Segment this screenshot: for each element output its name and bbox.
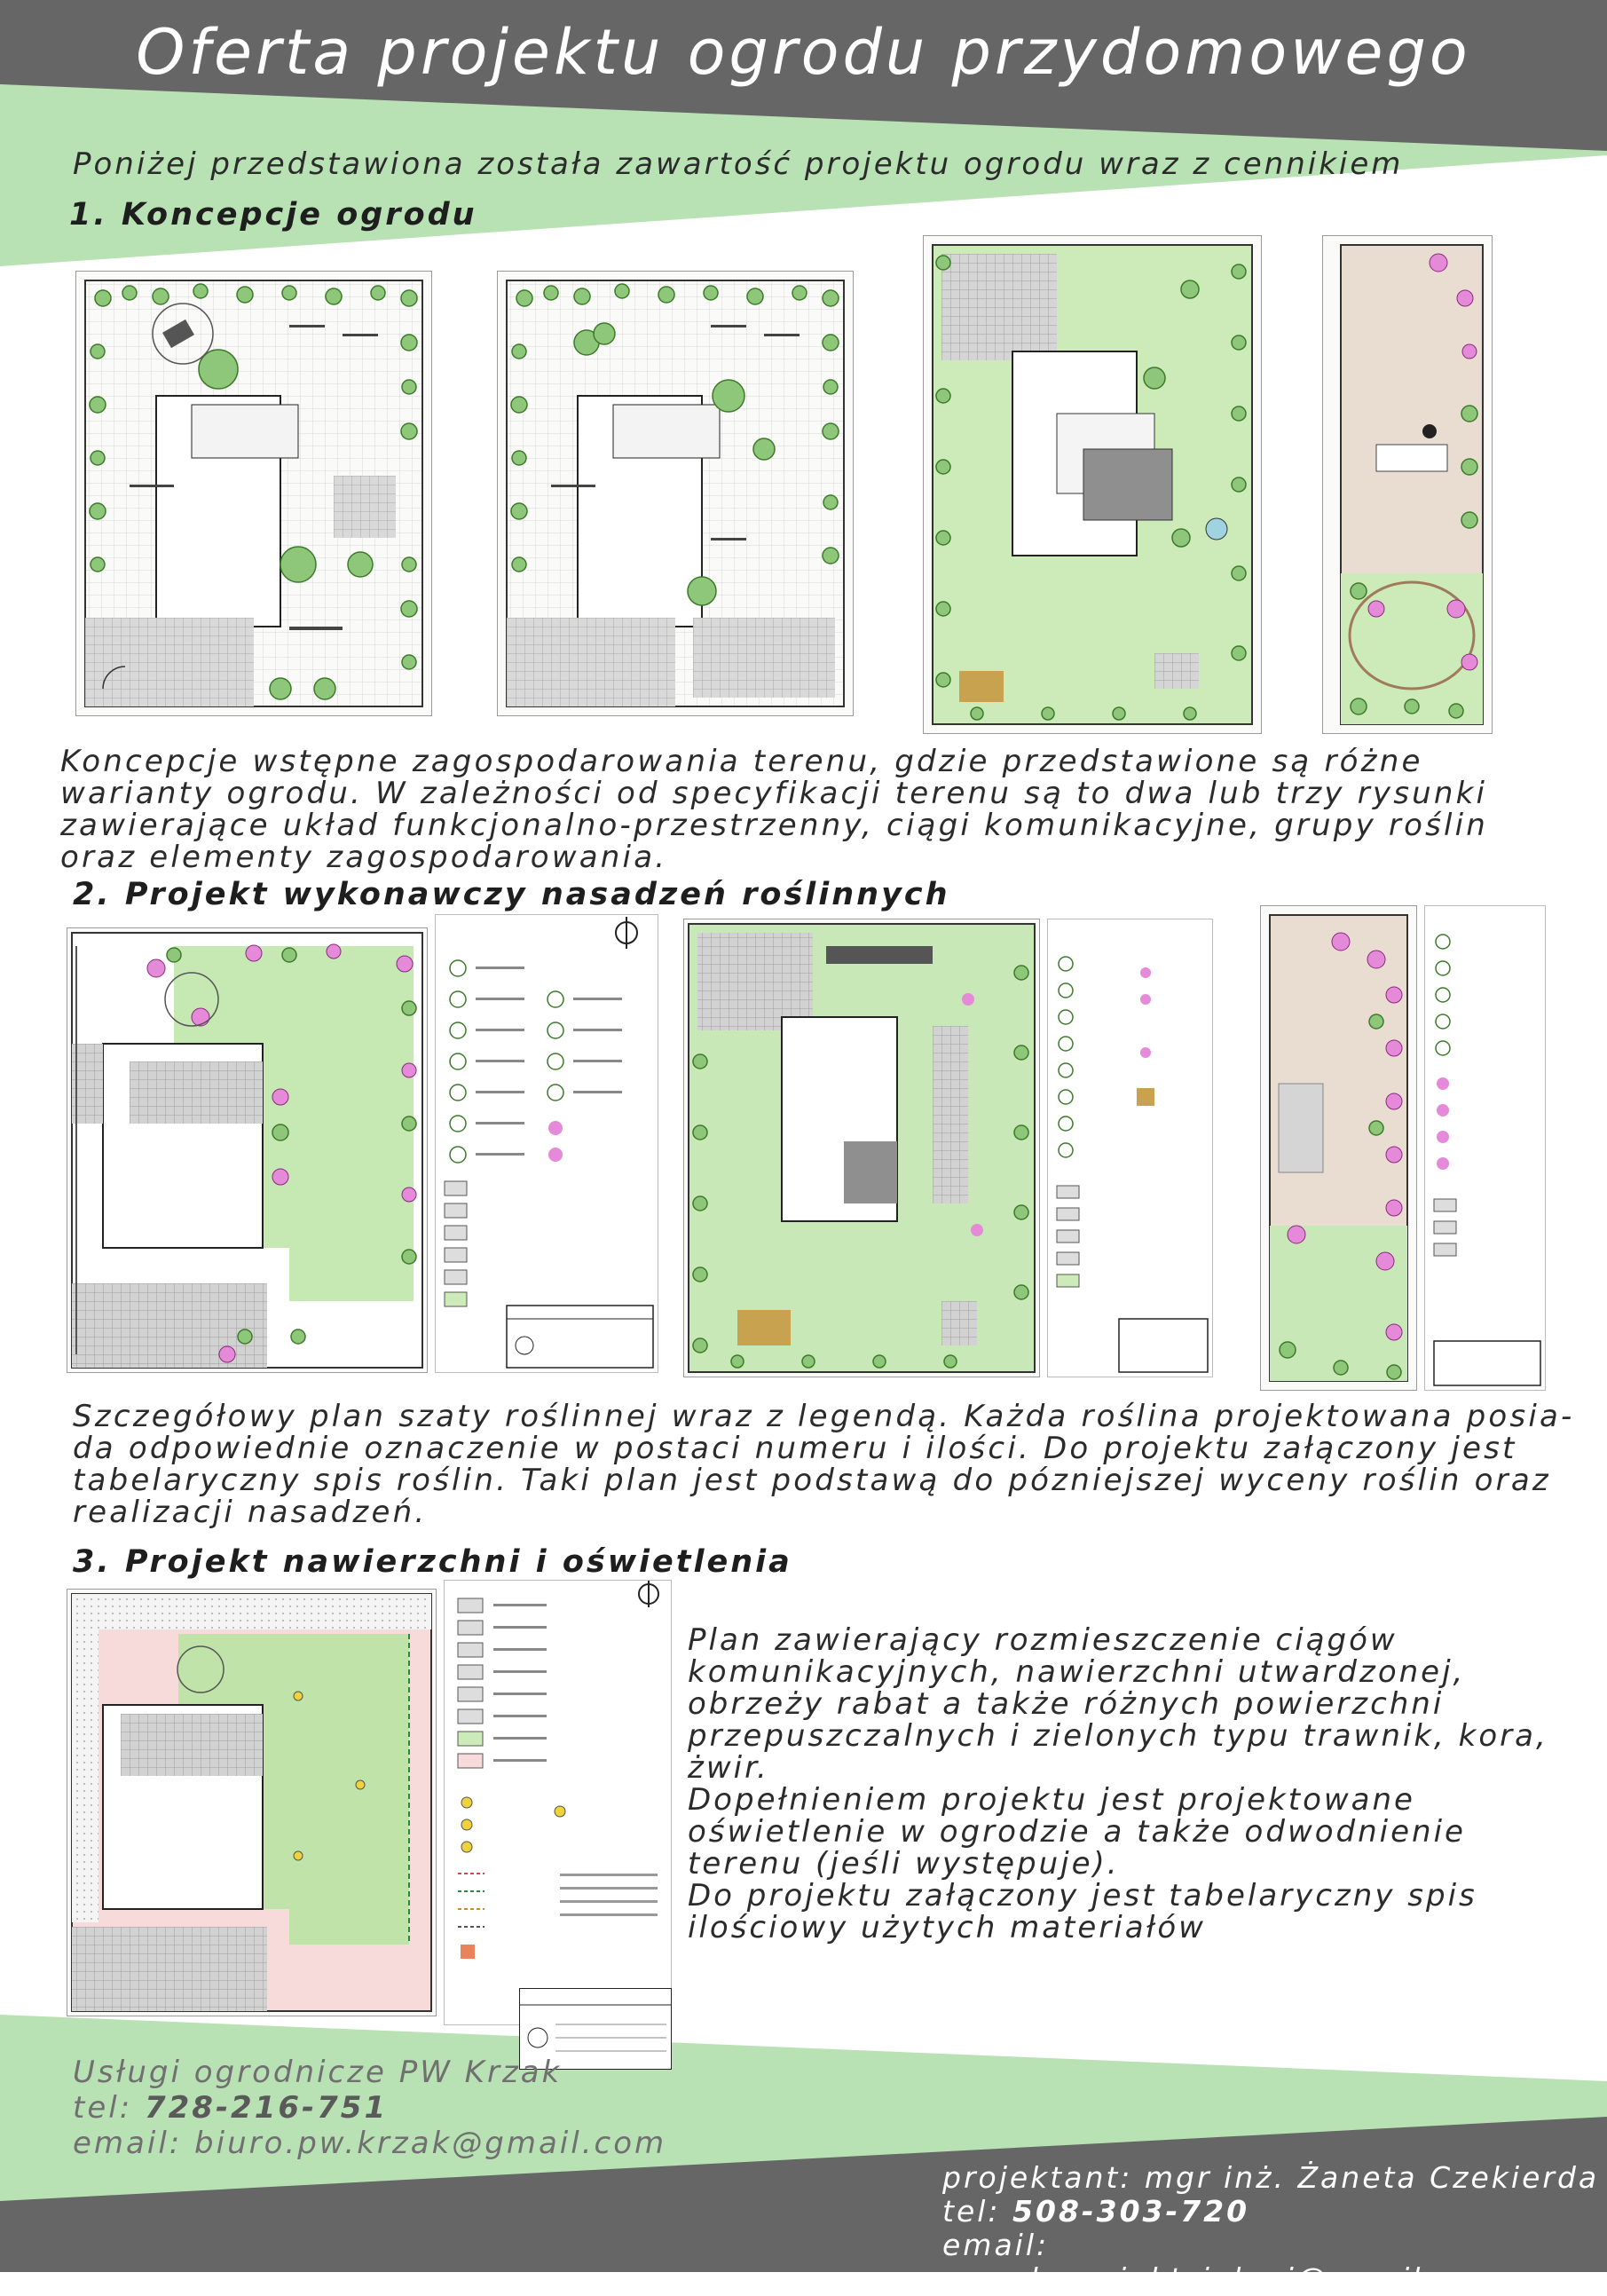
designer-contact <box>942 2161 1607 2296</box>
section2-heading: 2. Projekt wykonawczy nasadzeń roślinnych <box>73 877 950 912</box>
company-email[interactable]: biuro.pw.krzak@gmail.com <box>194 2126 667 2161</box>
paving-legend <box>444 1580 672 2025</box>
concept-plan-4 <box>1322 235 1493 734</box>
planting-legend-2-drawing <box>1048 919 1212 1377</box>
designer-email[interactable]: z.czek.projektzieleni@gmail.com <box>942 2261 1506 2296</box>
section2-line-4: realizacji nasadzeń. <box>73 1495 428 1530</box>
paving-legend-drawing <box>445 1581 671 2024</box>
concept-plan-2 <box>497 271 854 716</box>
company-phone[interactable]: 728-216-751 <box>144 2090 389 2126</box>
section1-line-1: Koncepcje wstępne zagospodarowania terenu, gdzie przedstawione są różne <box>60 744 1423 779</box>
section1-line-2: warianty ogrodu. W zależności od specyfikacji terenu są to dwa lub trzy rysunki <box>60 776 1488 811</box>
section1-heading: 1. Koncepcje ogrodu <box>69 197 477 233</box>
planting-plan-1-drawing <box>67 928 427 1372</box>
concept-plan-1-drawing <box>76 272 431 715</box>
section3-line-7: oświetlenie w ogrodzie a także odwodnienie <box>688 1814 1466 1850</box>
company-phone-row <box>73 2090 666 2126</box>
planting-legend-3-drawing <box>1425 906 1545 1390</box>
designer-name: projektant: mgr inż. Żaneta Czekierda <box>942 2160 1600 2195</box>
designer-phone-row <box>942 2195 1607 2229</box>
concept-plan-3 <box>923 235 1262 734</box>
section1-description <box>60 746 1488 873</box>
section3-line-8: terenu (jeśli występuje). <box>688 1846 1120 1882</box>
company-phone-label: tel: <box>73 2090 133 2126</box>
designer-email-row <box>942 2229 1607 2296</box>
section2-description <box>73 1400 1574 1528</box>
section3-line-3: obrzeży rabat a także różnych powierzchni <box>688 1686 1445 1722</box>
concept-plan-4-drawing <box>1323 236 1492 733</box>
concept-plan-3-drawing <box>924 236 1261 733</box>
planting-plan-3 <box>1260 905 1417 1391</box>
planting-plan-2-drawing <box>684 919 1039 1377</box>
designer-email-label: email: <box>942 2228 1050 2262</box>
section2-line-1: Szczegółowy plan szaty roślinnej wraz z legendą. Każda roślina projektowana posia- <box>73 1399 1575 1434</box>
section3-line-6: Dopełnieniem projektu jest projektowane <box>688 1782 1415 1818</box>
planting-legend-2 <box>1047 919 1213 1377</box>
section3-line-5: żwir. <box>688 1750 769 1786</box>
section3-line-10: ilościowy użytych materiałów <box>688 1910 1206 1945</box>
section2-line-2: da odpowiednie oznaczenie w postaci numeru i ilości. Do projektu załączony jest <box>73 1431 1517 1466</box>
company-email-label: email: <box>73 2126 183 2161</box>
designer-phone-label: tel: <box>942 2194 1001 2229</box>
section3-line-9: Do projektu załączony jest tabelaryczny spis <box>688 1878 1477 1913</box>
company-email-row <box>73 2126 666 2161</box>
page-subtitle: Poniżej przedstawiona została zawartość projektu ogrodu wraz z cennikiem <box>73 146 1404 182</box>
company-contact <box>73 2055 666 2161</box>
concept-plan-2-drawing <box>498 272 853 715</box>
section3-line-4: przepuszczalnych i zielonych typu trawnik, kora, <box>688 1718 1548 1754</box>
paving-plan <box>67 1589 437 2016</box>
planting-plan-1 <box>67 927 428 1373</box>
planting-plan-3-drawing <box>1261 906 1416 1390</box>
section3-line-2: komunikacyjnych, nawierzchni utwardzonej, <box>688 1654 1466 1690</box>
page-title: Oferta projektu ogrodu przydomowego <box>136 16 1471 89</box>
designer-phone[interactable]: 508-303-720 <box>1012 2194 1250 2229</box>
section3-description <box>688 1624 1548 1944</box>
planting-legend-1-drawing <box>436 915 658 1372</box>
section1-line-3: zawierające układ funkcjonalno-przestrzenny, ciągi komunikacyjne, grupy roślin <box>60 808 1489 843</box>
section1-line-4: oraz elementy zagospodarowania. <box>60 840 668 875</box>
planting-plan-2 <box>683 919 1040 1377</box>
paving-plan-drawing <box>67 1590 436 2016</box>
section3-heading: 3. Projekt nawierzchni i oświetlenia <box>73 1544 792 1580</box>
planting-legend-3 <box>1424 905 1546 1391</box>
planting-legend-1 <box>435 914 658 1373</box>
concept-plan-1 <box>75 271 432 716</box>
section2-line-3: tabelaryczny spis roślin. Taki plan jest podstawą do pózniejszej wyceny roślin oraz <box>73 1463 1551 1498</box>
company-name: Usługi ogrodnicze PW Krzak <box>73 2055 563 2090</box>
section3-line-1: Plan zawierający rozmieszczenie ciągów <box>688 1622 1398 1658</box>
